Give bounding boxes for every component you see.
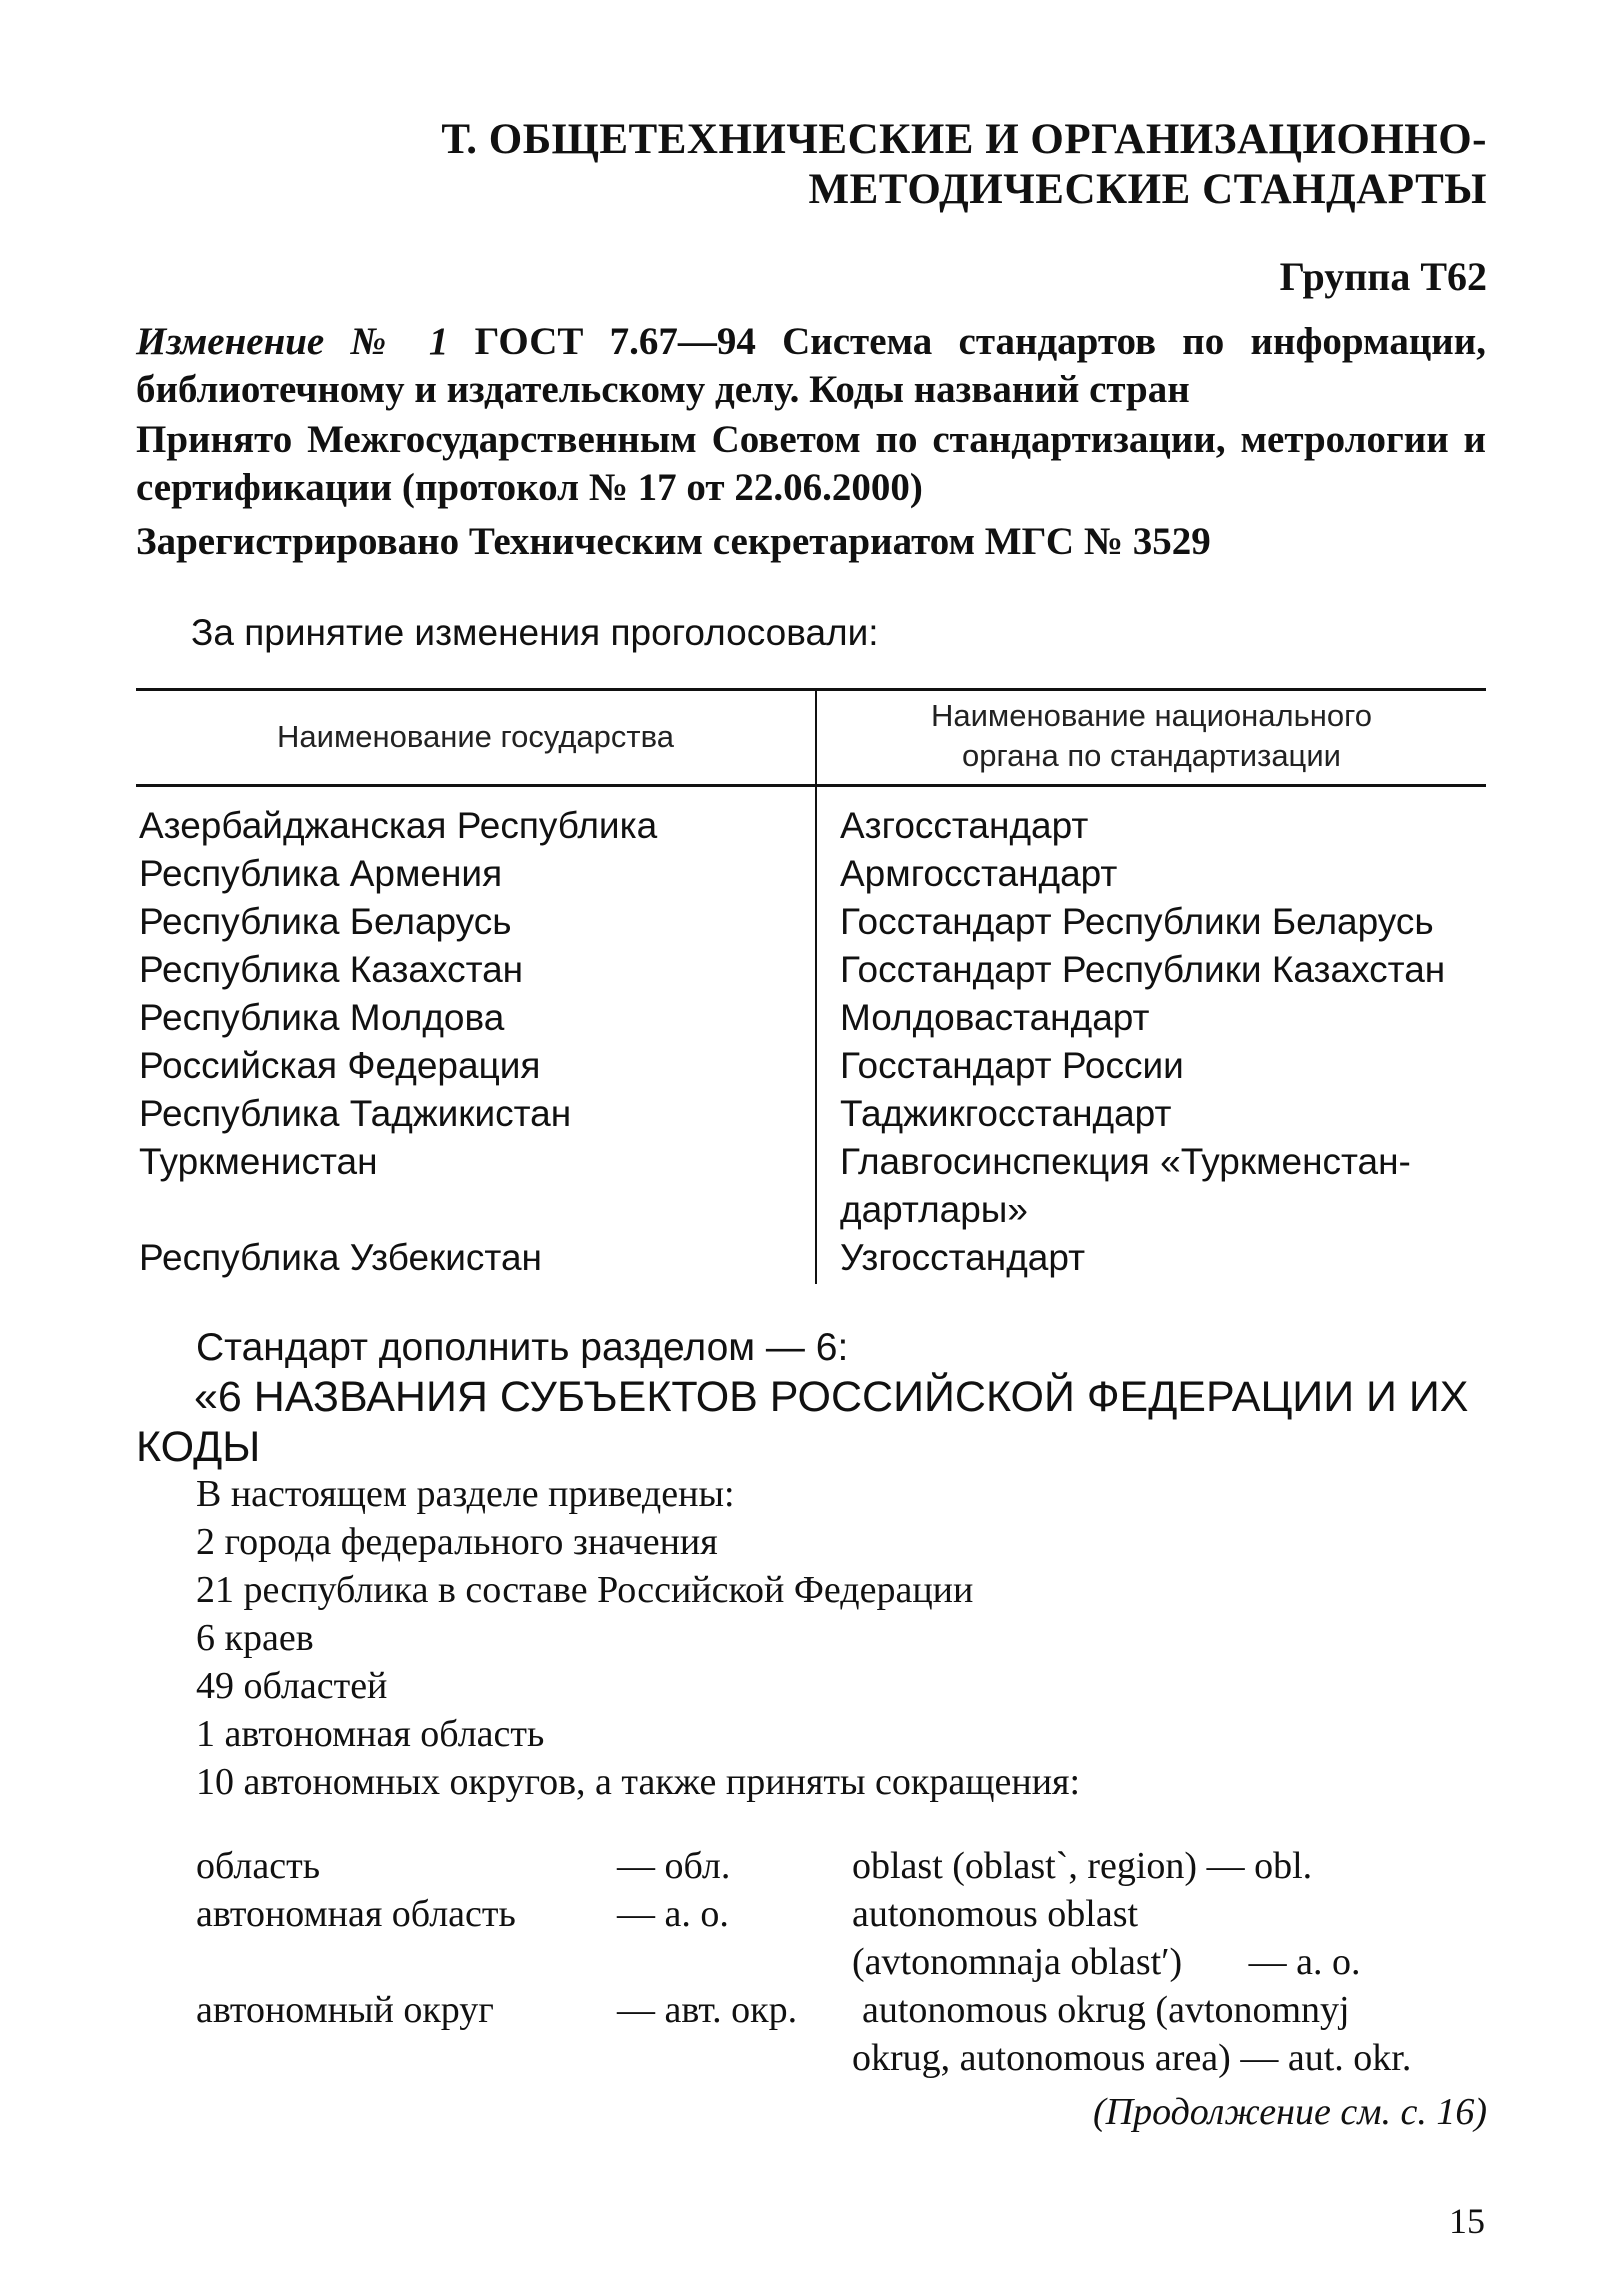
table-cell-body: Узгосстандарт	[840, 1237, 1086, 1278]
section-6-heading-line-2: КОДЫ	[136, 1423, 261, 1471]
table-cell-state: Республика Армения	[139, 853, 503, 894]
abbr-translit: oblast (oblast`, region) — obl.	[852, 1845, 1313, 1887]
table-header-state: Наименование государства	[277, 719, 674, 754]
abbr-translit: (avtonomnaja oblast′) — a. o.	[852, 1941, 1361, 1983]
table-cell-state: Российская Федерация	[139, 1045, 541, 1086]
supplement-intro: Стандарт дополнить разделом — 6:	[196, 1326, 849, 1369]
table-cell-state: Республика Казахстан	[139, 949, 524, 990]
section-title-line-2: МЕТОДИЧЕСКИЕ СТАНДАРТЫ	[808, 166, 1487, 213]
table-cell-state: Азербайджанская Республика	[139, 805, 658, 846]
voted-intro: За принятие изменения проголосовали:	[191, 612, 879, 653]
amendment-number: Изменение № 1	[136, 320, 449, 363]
section-title	[441, 115, 1487, 215]
table-header-body	[817, 696, 1486, 776]
table-cell-body: Азгосстандарт	[840, 805, 1089, 846]
table-cell-state: Республика Таджикистан	[139, 1093, 572, 1134]
continuation-note: (Продолжение см. с. 16)	[1092, 2091, 1487, 2133]
group-code: Группа Т62	[1279, 254, 1487, 299]
list-item: 49 областей	[196, 1665, 388, 1707]
list-item: 1 автономная область	[196, 1713, 545, 1755]
abbr-short: — а. о.	[617, 1893, 729, 1935]
table-cell-state: Туркменистан	[139, 1141, 378, 1182]
page-number: 15	[1449, 2201, 1485, 2241]
list-item: 10 автономных округов, а также приняты сокращения:	[196, 1761, 1081, 1803]
table-top-rule	[136, 688, 1486, 691]
section-6-heading-line-1: «6 НАЗВАНИЯ СУБЪЕКТОВ РОССИЙСКОЙ ФЕДЕРАЦИИ И ИХ	[194, 1373, 1469, 1421]
list-item: В настоящем разделе приведены:	[196, 1473, 735, 1515]
table-cell-state: Республика Молдова	[139, 997, 505, 1038]
table-cell-body-continued: дартлары»	[840, 1189, 1028, 1230]
table-column-divider	[815, 787, 817, 1284]
abbr-term: область	[196, 1845, 321, 1887]
section-title-line-1: Т. ОБЩЕТЕХНИЧЕСКИЕ И ОРГАНИЗАЦИОННО-	[441, 116, 1487, 163]
list-item: 2 города федерального значения	[196, 1521, 718, 1563]
table-cell-body: Таджикгосстандарт	[840, 1093, 1172, 1134]
table-cell-body: Армгосстандарт	[840, 853, 1118, 894]
abbr-translit: autonomous oblast	[852, 1893, 1139, 1935]
table-header-body-line-2: органа по стандартизации	[962, 738, 1341, 773]
abbr-term: автономный округ	[196, 1989, 494, 2031]
table-cell-body: Госстандарт Республики Беларусь	[840, 901, 1434, 942]
table-cell-body: Госстандарт Республики Казахстан	[840, 949, 1446, 990]
table-cell-body: Госстандарт России	[840, 1045, 1184, 1086]
abbr-translit: okrug, autonomous area) — aut. okr.	[852, 2037, 1412, 2079]
table-cell-body: Молдовастандарт	[840, 997, 1150, 1038]
table-cell-body: Главгосинспекция «Туркменстан-	[840, 1141, 1411, 1182]
registered-by: Зарегистрировано Техническим секретариатом МГС № 3529	[136, 520, 1211, 563]
section-6-heading	[136, 1372, 1486, 1472]
abbr-translit: autonomous okrug (avtonomnyj	[862, 1989, 1350, 2031]
table-cell-state: Республика Узбекистан	[139, 1237, 542, 1278]
amendment-title	[136, 318, 1486, 414]
adopted-by: Принято Межгосударственным Советом по стандартизации, метрологии и сертификации (протокол № 17 от 22.06.2000)	[136, 418, 1486, 509]
list-item: 21 республика в составе Российской Федерации	[196, 1569, 974, 1611]
abbr-short: — обл.	[617, 1845, 731, 1887]
abbr-term: автономная область	[196, 1893, 516, 1935]
table-header-body-line-1: Наименование национального	[930, 698, 1372, 733]
table-header-rule	[136, 784, 1486, 787]
amendment-title-rest: ГОСТ 7.67—94 Система стандартов по информации, библиотечному и издательскому делу. Коды названий стран	[136, 320, 1486, 411]
list-item: 6 краев	[196, 1617, 314, 1659]
abbr-short: — авт. окр.	[617, 1989, 798, 2031]
table-cell-state: Республика Беларусь	[139, 901, 512, 942]
